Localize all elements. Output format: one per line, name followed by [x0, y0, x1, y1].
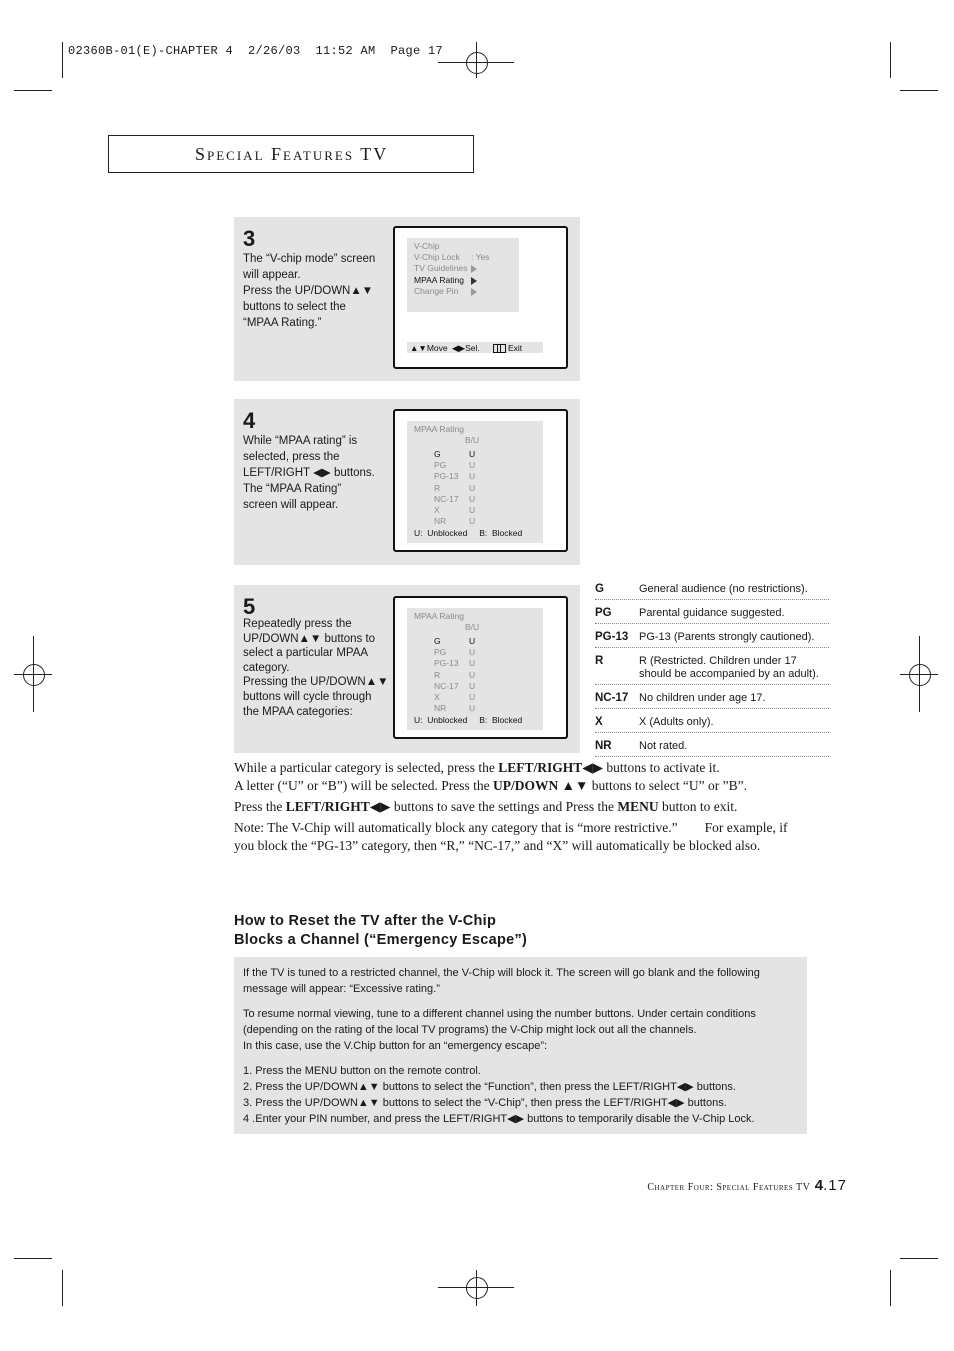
list-item: 3. Press the UP/DOWN▲▼ buttons to select the “V-Chip”, then press the LEFT/RIGHT◀▶ buttons.: [243, 1097, 727, 1109]
rating-status: U: [469, 670, 476, 680]
rating-code: NR: [595, 740, 612, 752]
menu-item-vchip-lock: V-Chip Lock: [414, 252, 460, 262]
chevron-right-icon: [471, 287, 477, 297]
step-number: 5: [243, 594, 256, 619]
step-5-panel: [234, 585, 580, 753]
rating-status: U: [469, 658, 476, 668]
list-item: 2. Press the UP/DOWN▲▼ buttons to select the “Function”, then press the LEFT/RIGHT◀▶ buttons.: [243, 1081, 736, 1093]
table-row: [595, 653, 829, 685]
rating-code: PG-13: [434, 658, 459, 668]
rating-status: U: [469, 516, 476, 526]
chevron-right-icon: [471, 264, 477, 274]
mpaa-rating-menu: [407, 421, 543, 543]
rating-code: R: [595, 655, 604, 667]
rating-description: PG-13 (Parents strongly cautioned).: [639, 631, 815, 643]
page-footer: [647, 1177, 847, 1195]
mpaa-legend: U: Unblocked B: Blocked: [414, 715, 523, 725]
mpaa-rating-menu: [407, 608, 543, 730]
menu-icon: [493, 344, 506, 353]
exit-hint: Exit: [508, 343, 523, 353]
mpaa-column-header: B/U: [465, 435, 480, 445]
table-row: [595, 690, 829, 709]
rating-description: R (Restricted. Children under 17 should be accompanied by an adult).: [639, 655, 819, 680]
rating-code: G: [434, 449, 441, 459]
mpaa-column-header: B/U: [465, 622, 480, 632]
rating-code: G: [595, 583, 604, 595]
menu-item-vchip-lock-value: : Yes: [471, 252, 490, 262]
section-header-title: Special Features TV: [195, 144, 389, 164]
rating-code: PG: [434, 460, 447, 470]
rating-definitions-table: [595, 581, 829, 757]
info-paragraph: In this case, use the V.Chip button for an “emergency escape”:: [243, 1040, 548, 1052]
step-3-text: The “V-chip mode” screen will appear. Press the UP/DOWN▲▼ buttons to select the “MPAA Rating.”: [243, 253, 376, 329]
move-hint: ▲▼Move: [410, 343, 448, 353]
body-note: Note: The V-Chip will automatically block any category that is “more restrictive.” For example, if you block the “PG-13” category, then “R,” “NC-17,” and “X” will automatically be blocked also.: [234, 820, 791, 853]
table-row: [595, 629, 829, 648]
step-5-text: Repeatedly press the UP/DOWN▲▼ buttons to select a particular MPAA category. Pressing the UP/DOWN▲▼ buttons will cycle through the MPAA categories:: [243, 618, 389, 718]
menu-title: V-Chip: [414, 241, 440, 251]
section-title-emergency-escape: How to Reset the TV after the V-Chip Blocks a Channel (“Emergency Escape”): [234, 913, 528, 948]
mpaa-menu-title: MPAA Rating: [414, 424, 464, 434]
rating-code: PG-13: [434, 471, 459, 481]
info-paragraph: If the TV is tuned to a restricted channel, the V-Chip will block it. The screen will go blank and the following message will appear: “Excessive rating.”: [243, 967, 760, 995]
rating-status: U: [469, 483, 476, 493]
rating-status: U: [469, 494, 476, 504]
rating-description: General audience (no restrictions).: [639, 583, 808, 595]
rating-status: U: [469, 703, 476, 713]
footer-chapter: Chapter Four: Special Features TV: [647, 1182, 811, 1193]
mpaa-menu-title: MPAA Rating: [414, 611, 464, 621]
rating-code: X: [595, 716, 603, 728]
rating-status: U: [469, 636, 476, 646]
info-paragraph: To resume normal viewing, tune to a different channel using the number buttons. Under certain conditions (depending on the rating of the local TV programs) the V-Chip might lock out all the channels.: [243, 1008, 756, 1036]
rating-code: PG-13: [595, 631, 629, 643]
rating-status: U: [469, 460, 476, 470]
tv-screen-mpaa-cycle: [393, 596, 568, 739]
rating-code: X: [434, 505, 440, 515]
menu-item-change-pin: Change Pin: [414, 286, 459, 296]
rating-status: U: [469, 505, 476, 515]
rating-description: No children under age 17.: [639, 692, 766, 704]
tv-screen-vchip: [393, 226, 568, 369]
rating-code: NC-17: [595, 692, 629, 704]
step-number: 3: [243, 226, 256, 251]
rating-code: NC-17: [434, 681, 459, 691]
table-row: [595, 738, 829, 757]
rating-status: U: [469, 449, 476, 459]
table-row: [595, 605, 829, 624]
rating-code: R: [434, 670, 441, 680]
rating-description: Parental guidance suggested.: [639, 607, 785, 619]
step-4-text: While “MPAA rating” is selected, press the LEFT/RIGHT ◀▶ buttons. The “MPAA Rating” screen will appear.: [243, 435, 375, 511]
step-3-panel: [234, 217, 580, 381]
vchip-menu: [407, 238, 519, 312]
rating-description: Not rated.: [639, 740, 688, 752]
tv-screen-mpaa: [393, 409, 568, 552]
rating-code: NR: [434, 516, 447, 526]
rating-code: X: [434, 692, 440, 702]
rating-code: NR: [434, 703, 447, 713]
vchip-menu-footer: [407, 342, 543, 353]
table-row: [595, 714, 829, 733]
mpaa-legend: U: Unblocked B: Blocked: [414, 528, 523, 538]
rating-status: U: [469, 692, 476, 702]
body-paragraph-activate: While a particular category is selected, press the LEFT/RIGHT◀▶ buttons to activate it. A letter (“U” or “B”) will be selected. Press the UP/DOWN ▲▼ buttons to select “U” or ”B”.: [234, 760, 747, 793]
page-number-minor: .17: [823, 1177, 847, 1194]
rating-status: U: [469, 681, 476, 691]
list-item: 1. Press the MENU button on the remote control.: [243, 1065, 481, 1077]
rating-code: R: [434, 483, 441, 493]
emergency-escape-info-box: [234, 957, 807, 1134]
rating-code: G: [434, 636, 441, 646]
menu-item-mpaa-rating: MPAA Rating: [414, 275, 464, 285]
step-4-panel: [234, 399, 580, 565]
table-row: [595, 581, 829, 600]
rating-code: PG: [434, 647, 447, 657]
page-number-major: 4: [814, 1177, 824, 1194]
rating-status: U: [469, 647, 476, 657]
step-number: 4: [243, 408, 256, 433]
print-slug: 02360B-01(E)-CHAPTER 4 2/26/03 11:52 AM Page 17: [68, 44, 444, 58]
menu-item-tv-guidelines: TV Guidelines: [414, 263, 468, 273]
rating-status: U: [469, 471, 476, 481]
chevron-right-icon: [471, 276, 477, 286]
body-paragraph-save: Press the LEFT/RIGHT◀▶ buttons to save the settings and Press the MENU button to exit.: [234, 799, 738, 814]
section-header-box: [108, 135, 474, 173]
select-hint: ◀▶Sel.: [452, 343, 480, 353]
rating-code: PG: [595, 607, 612, 619]
rating-code: NC-17: [434, 494, 459, 504]
rating-description: X (Adults only).: [639, 716, 714, 728]
list-item: 4 .Enter your PIN number, and press the LEFT/RIGHT◀▶ buttons to temporarily disable the V-Chip Lock.: [243, 1113, 755, 1125]
